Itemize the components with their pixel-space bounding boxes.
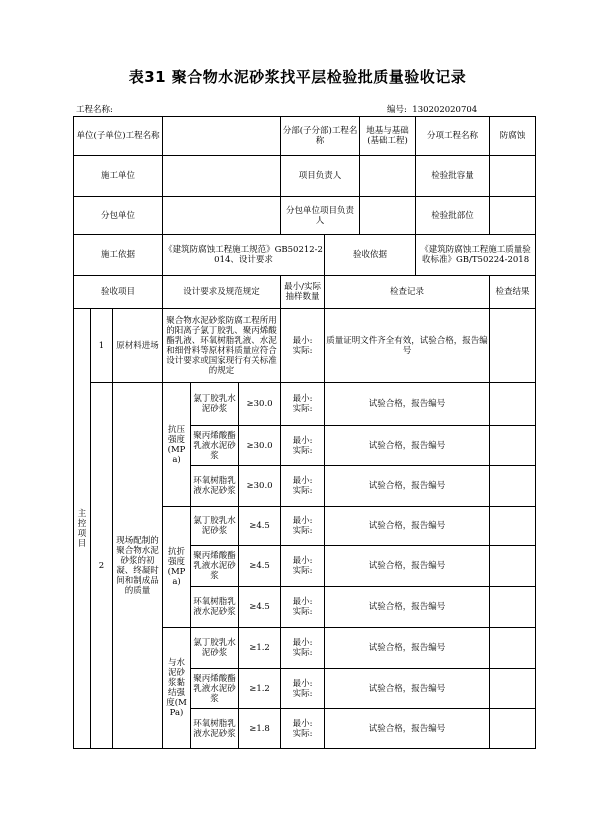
item2-requirement: ≥1.2 bbox=[239, 628, 281, 669]
item2-material: 聚丙烯酸酯乳液水泥砂浆 bbox=[191, 669, 239, 709]
subcontract-unit-label: 分包单位 bbox=[74, 197, 163, 235]
item2-requirement: ≥4.5 bbox=[239, 546, 281, 587]
actual-label: 实际: bbox=[292, 526, 313, 536]
actual-label: 实际: bbox=[292, 486, 313, 496]
batch-location-label: 检验批部位 bbox=[416, 197, 490, 235]
item2-sampling bbox=[281, 628, 325, 669]
header-row-subcontract bbox=[74, 197, 536, 235]
column-result: 检查结果 bbox=[490, 276, 536, 309]
unit-name-label: 单位(子单位)工程名称 bbox=[74, 117, 163, 156]
header-row-unit bbox=[74, 117, 536, 156]
construction-unit-label: 施工单位 bbox=[74, 156, 163, 197]
item2-sampling bbox=[281, 587, 325, 628]
item2-material: 氯丁胶乳水泥砂浆 bbox=[191, 383, 239, 426]
actual-label: 实际: bbox=[292, 688, 313, 699]
actual-label: 实际: bbox=[292, 566, 313, 576]
item2-result bbox=[490, 587, 536, 628]
item2-record: 试验合格，报告编号 bbox=[325, 587, 490, 628]
item2-sampling bbox=[281, 669, 325, 709]
item1-name: 原材料进场 bbox=[113, 309, 163, 383]
item2-requirement: ≥4.5 bbox=[239, 587, 281, 628]
item1-record: 质量证明文件齐全有效，试验合格，报告编号 bbox=[325, 309, 490, 383]
item2-sampling bbox=[281, 546, 325, 587]
item2-group-label: 抗压强度(MPa) bbox=[163, 383, 191, 507]
min-label: 最小: bbox=[292, 718, 313, 729]
item2-requirement: ≥30.0 bbox=[239, 426, 281, 466]
column-sampling: 最小/实际抽样数量 bbox=[281, 276, 325, 309]
subcontract-unit-value bbox=[163, 197, 281, 235]
item2-requirement: ≥1.8 bbox=[239, 709, 281, 749]
basis-label: 施工依据 bbox=[74, 235, 163, 276]
item2-result bbox=[490, 383, 536, 426]
item2-row bbox=[74, 383, 536, 426]
subdivision-value: 地基与基础(基础工程) bbox=[360, 117, 416, 156]
actual-label: 实际: bbox=[292, 728, 313, 739]
item2-name: 现场配制的聚合物水泥砂浆的初凝、终凝时间和制成品的质量 bbox=[113, 383, 163, 749]
serial-value: 130202020704 bbox=[412, 105, 478, 115]
item2-record: 试验合格，报告编号 bbox=[325, 709, 490, 749]
item1-requirement: 聚合物水泥砂浆防腐工程所用的阳离子氯丁胶乳、聚丙烯酸酯乳液、环氧树脂乳液、水泥和细骨料等原材料质量应符合设计要求或国家现行有关标准的规定 bbox=[163, 309, 281, 383]
min-label: 最小: bbox=[292, 516, 313, 526]
item2-material: 聚丙烯酸酯乳液水泥砂浆 bbox=[191, 546, 239, 587]
item2-record: 试验合格，报告编号 bbox=[325, 383, 490, 426]
min-label: 最小: bbox=[292, 556, 313, 566]
item1-sampling bbox=[281, 309, 325, 383]
item2-material: 环氧树脂乳液水泥砂浆 bbox=[191, 587, 239, 628]
serial-number bbox=[387, 103, 477, 115]
unit-name-value bbox=[163, 117, 281, 156]
subdivision-label: 分部(子分部)工程名称 bbox=[281, 117, 360, 156]
item2-material: 聚丙烯酸酯乳液水泥砂浆 bbox=[191, 426, 239, 466]
item2-record: 试验合格，报告编号 bbox=[325, 669, 490, 709]
item2-requirement: ≥4.5 bbox=[239, 507, 281, 546]
main-control-label: 主控项目 bbox=[74, 309, 91, 749]
item2-result bbox=[490, 426, 536, 466]
batch-capacity-value bbox=[490, 156, 536, 197]
page-title: 表31 聚合物水泥砂浆找平层检验批质量验收记录 bbox=[128, 68, 467, 86]
item-name-label: 分项工程名称 bbox=[416, 117, 490, 156]
item2-sampling bbox=[281, 507, 325, 546]
item2-record: 试验合格，报告编号 bbox=[325, 507, 490, 546]
item2-requirement: ≥30.0 bbox=[239, 383, 281, 426]
item2-record: 试验合格，报告编号 bbox=[325, 466, 490, 507]
min-label: 最小: bbox=[292, 476, 313, 486]
min-label: 最小: bbox=[292, 678, 313, 689]
column-item: 验收项目 bbox=[74, 276, 163, 309]
min-label: 最小: bbox=[292, 597, 313, 607]
item2-material: 氯丁胶乳水泥砂浆 bbox=[191, 628, 239, 669]
basis-value: 《建筑防腐蚀工程施工规范》GB50212-2014、设计要求 bbox=[163, 235, 325, 276]
actual-label: 实际: bbox=[292, 345, 313, 356]
item2-material: 氯丁胶乳水泥砂浆 bbox=[191, 507, 239, 546]
min-label: 最小: bbox=[292, 435, 313, 446]
item2-record: 试验合格，报告编号 bbox=[325, 546, 490, 587]
item2-sampling bbox=[281, 426, 325, 466]
project-manager-value bbox=[360, 156, 416, 197]
item2-material: 环氧树脂乳液水泥砂浆 bbox=[191, 709, 239, 749]
item2-requirement: ≥30.0 bbox=[239, 466, 281, 507]
header-row-construction bbox=[74, 156, 536, 197]
construction-unit-value bbox=[163, 156, 281, 197]
actual-label: 实际: bbox=[292, 404, 313, 414]
project-name-label: 工程名称: bbox=[76, 105, 113, 115]
item2-sampling bbox=[281, 709, 325, 749]
item1-result bbox=[490, 309, 536, 383]
item2-record: 试验合格，报告编号 bbox=[325, 426, 490, 466]
actual-label: 实际: bbox=[292, 445, 313, 456]
item2-material: 环氧树脂乳液水泥砂浆 bbox=[191, 466, 239, 507]
header-row-basis bbox=[74, 235, 536, 276]
item2-result bbox=[490, 628, 536, 669]
item2-result bbox=[490, 709, 536, 749]
column-requirement: 设计要求及规范规定 bbox=[163, 276, 281, 309]
actual-label: 实际: bbox=[292, 648, 313, 658]
item2-sampling bbox=[281, 466, 325, 507]
item-name-value: 防腐蚀 bbox=[490, 117, 536, 156]
item2-group-label: 与水泥砂浆黏结强度(MPa) bbox=[163, 628, 191, 749]
project-manager-label: 项目负责人 bbox=[281, 156, 360, 197]
serial-label: 编号: bbox=[387, 105, 407, 115]
min-label: 最小: bbox=[292, 335, 313, 346]
batch-capacity-label: 检验批容量 bbox=[416, 156, 490, 197]
column-record: 检查记录 bbox=[325, 276, 490, 309]
item2-sampling bbox=[281, 383, 325, 426]
subcontract-manager-label: 分包单位项目负责人 bbox=[281, 197, 360, 235]
item1-number: 1 bbox=[91, 309, 113, 383]
item2-result bbox=[490, 546, 536, 587]
item2-requirement: ≥1.2 bbox=[239, 669, 281, 709]
actual-label: 实际: bbox=[292, 607, 313, 617]
item2-number: 2 bbox=[91, 383, 113, 749]
item2-result bbox=[490, 466, 536, 507]
column-header-row bbox=[74, 276, 536, 309]
batch-location-value bbox=[490, 197, 536, 235]
item2-result bbox=[490, 507, 536, 546]
min-label: 最小: bbox=[292, 638, 313, 648]
acceptance-basis-label: 验收依据 bbox=[325, 235, 416, 276]
subcontract-manager-value bbox=[360, 197, 416, 235]
inspection-form-table bbox=[73, 116, 536, 749]
min-label: 最小: bbox=[292, 394, 313, 404]
item2-record: 试验合格，报告编号 bbox=[325, 628, 490, 669]
item1-row bbox=[74, 309, 536, 383]
item2-group-label: 抗折强度(MPa) bbox=[163, 507, 191, 628]
item2-result bbox=[490, 669, 536, 709]
acceptance-basis-value: 《建筑防腐蚀工程施工质量验收标准》GB/T50224-2018 bbox=[416, 235, 536, 276]
